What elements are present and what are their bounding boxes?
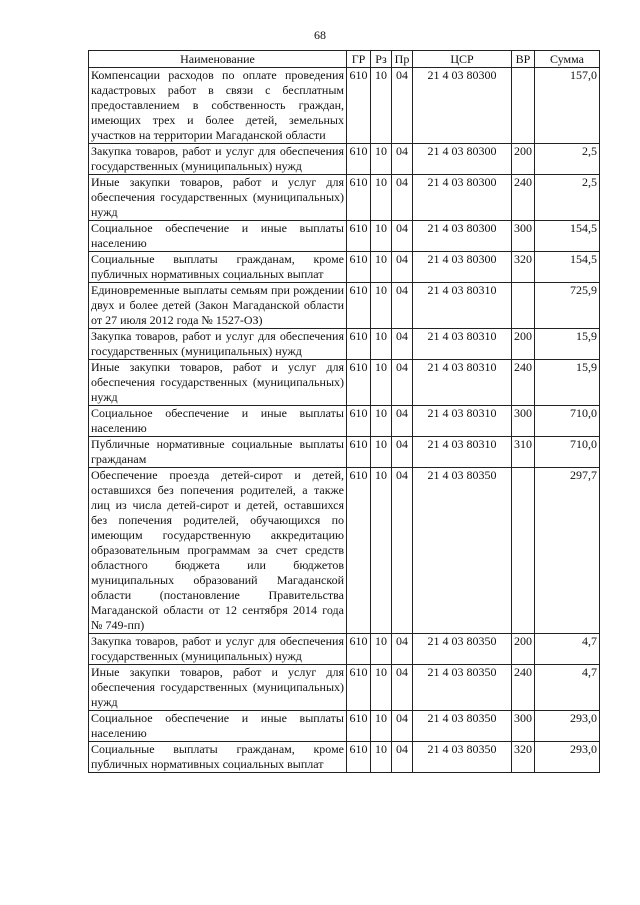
table-row [89,742,600,773]
cell-gr: 610 [347,742,371,773]
cell-rz: 10 [371,665,392,711]
cell-sum: 154,5 [535,252,600,283]
cell-sum: 157,0 [535,68,600,144]
cell-gr: 610 [347,665,371,711]
cell-gr: 610 [347,360,371,406]
cell-name: Иные закупки товаров, работ и услуг для обеспечения государственных (муниципальных) нужд [89,665,347,711]
cell-rz: 10 [371,711,392,742]
cell-pr: 04 [392,68,413,144]
cell-name: Социальное обеспечение и иные выплаты населению [89,221,347,252]
cell-csr: 21 4 03 80350 [413,468,512,634]
cell-vr: 240 [512,360,535,406]
cell-sum: 293,0 [535,711,600,742]
column-header-pr: Пр [392,51,413,68]
cell-pr: 04 [392,634,413,665]
cell-name: Иные закупки товаров, работ и услуг для обеспечения государственных (муниципальных) нужд [89,175,347,221]
table-row [89,68,600,144]
column-header-rz: Рз [371,51,392,68]
cell-vr: 310 [512,437,535,468]
table-row [89,634,600,665]
cell-sum: 15,9 [535,329,600,360]
cell-pr: 04 [392,283,413,329]
cell-rz: 10 [371,283,392,329]
cell-gr: 610 [347,634,371,665]
cell-rz: 10 [371,437,392,468]
cell-name: Публичные нормативные социальные выплаты гражданам [89,437,347,468]
cell-sum: 710,0 [535,406,600,437]
table-row [89,406,600,437]
table-row [89,360,600,406]
cell-pr: 04 [392,406,413,437]
cell-csr: 21 4 03 80300 [413,221,512,252]
cell-pr: 04 [392,252,413,283]
cell-vr: 200 [512,144,535,175]
cell-vr: 240 [512,665,535,711]
cell-pr: 04 [392,742,413,773]
cell-sum: 297,7 [535,468,600,634]
table-row [89,468,600,634]
cell-vr: 200 [512,634,535,665]
table-row [89,437,600,468]
cell-gr: 610 [347,406,371,437]
cell-name: Социальное обеспечение и иные выплаты населению [89,406,347,437]
cell-csr: 21 4 03 80300 [413,252,512,283]
cell-csr: 21 4 03 80350 [413,742,512,773]
table-row [89,665,600,711]
column-header-gr: ГР [347,51,371,68]
cell-name: Иные закупки товаров, работ и услуг для обеспечения государственных (муниципальных) нужд [89,360,347,406]
cell-name: Социальное обеспечение и иные выплаты населению [89,711,347,742]
cell-gr: 610 [347,468,371,634]
cell-csr: 21 4 03 80350 [413,634,512,665]
cell-pr: 04 [392,221,413,252]
table-row [89,711,600,742]
cell-sum: 2,5 [535,144,600,175]
cell-sum: 154,5 [535,221,600,252]
cell-vr [512,283,535,329]
cell-gr: 610 [347,711,371,742]
cell-vr: 300 [512,711,535,742]
page-number: 68 [314,28,326,42]
cell-name: Обеспечение проезда детей-сирот и детей, оставшихся без попечения родителей, а также лиц из числа детей-сирот и детей, оставшихся без попечения родителей, обучающихся по имеющим государственную аккредитацию образовательным программам за счет средств областного бюджета или бюджетов муниципальных образований Магаданской области (постановление Правительства Магаданской области от 12 сентября 2014 года № 749-пп) [89,468,347,634]
cell-gr: 610 [347,329,371,360]
cell-sum: 4,7 [535,634,600,665]
cell-vr: 300 [512,221,535,252]
column-header-vr: ВР [512,51,535,68]
cell-rz: 10 [371,634,392,665]
cell-rz: 10 [371,742,392,773]
cell-name: Единовременные выплаты семьям при рождении двух и более детей (Закон Магаданской области от 27 июля 2012 года № 1527-ОЗ) [89,283,347,329]
column-header-sum: Сумма [535,51,600,68]
cell-pr: 04 [392,360,413,406]
cell-name: Закупка товаров, работ и услуг для обеспечения государственных (муниципальных) нужд [89,144,347,175]
cell-gr: 610 [347,175,371,221]
cell-csr: 21 4 03 80310 [413,406,512,437]
cell-pr: 04 [392,711,413,742]
cell-rz: 10 [371,360,392,406]
cell-csr: 21 4 03 80310 [413,360,512,406]
cell-pr: 04 [392,665,413,711]
column-header-name: Наименование [89,51,347,68]
cell-gr: 610 [347,68,371,144]
cell-sum: 15,9 [535,360,600,406]
cell-csr: 21 4 03 80310 [413,329,512,360]
cell-sum: 710,0 [535,437,600,468]
cell-rz: 10 [371,468,392,634]
cell-rz: 10 [371,68,392,144]
cell-csr: 21 4 03 80300 [413,144,512,175]
table-row [89,329,600,360]
cell-gr: 610 [347,221,371,252]
cell-rz: 10 [371,144,392,175]
cell-rz: 10 [371,329,392,360]
table-row [89,221,600,252]
cell-csr: 21 4 03 80350 [413,711,512,742]
column-header-csr: ЦСР [413,51,512,68]
cell-csr: 21 4 03 80350 [413,665,512,711]
cell-rz: 10 [371,175,392,221]
cell-vr: 320 [512,252,535,283]
cell-vr: 200 [512,329,535,360]
table-row [89,252,600,283]
cell-csr: 21 4 03 80300 [413,68,512,144]
cell-rz: 10 [371,406,392,437]
cell-pr: 04 [392,468,413,634]
cell-sum: 2,5 [535,175,600,221]
cell-pr: 04 [392,437,413,468]
table-row [89,175,600,221]
table-row [89,283,600,329]
cell-vr: 240 [512,175,535,221]
cell-name: Компенсации расходов по оплате проведения кадастровых работ в связи с бесплатным предоставлением в собственность граждан, имеющих трех и более детей, земельных участков на территории Магаданской области [89,68,347,144]
cell-name: Социальные выплаты гражданам, кроме публичных нормативных социальных выплат [89,742,347,773]
cell-sum: 4,7 [535,665,600,711]
cell-rz: 10 [371,252,392,283]
budget-table [88,50,600,773]
cell-pr: 04 [392,144,413,175]
cell-gr: 610 [347,437,371,468]
cell-vr [512,468,535,634]
cell-gr: 610 [347,144,371,175]
cell-rz: 10 [371,221,392,252]
cell-csr: 21 4 03 80300 [413,175,512,221]
cell-name: Социальные выплаты гражданам, кроме публичных нормативных социальных выплат [89,252,347,283]
cell-csr: 21 4 03 80310 [413,283,512,329]
cell-sum: 725,9 [535,283,600,329]
cell-vr: 300 [512,406,535,437]
cell-pr: 04 [392,329,413,360]
cell-vr: 320 [512,742,535,773]
cell-csr: 21 4 03 80310 [413,437,512,468]
cell-gr: 610 [347,283,371,329]
cell-pr: 04 [392,175,413,221]
table-header-row [89,51,600,68]
cell-gr: 610 [347,252,371,283]
table-row [89,144,600,175]
cell-vr [512,68,535,144]
cell-name: Закупка товаров, работ и услуг для обеспечения государственных (муниципальных) нужд [89,634,347,665]
cell-name: Закупка товаров, работ и услуг для обеспечения государственных (муниципальных) нужд [89,329,347,360]
cell-sum: 293,0 [535,742,600,773]
